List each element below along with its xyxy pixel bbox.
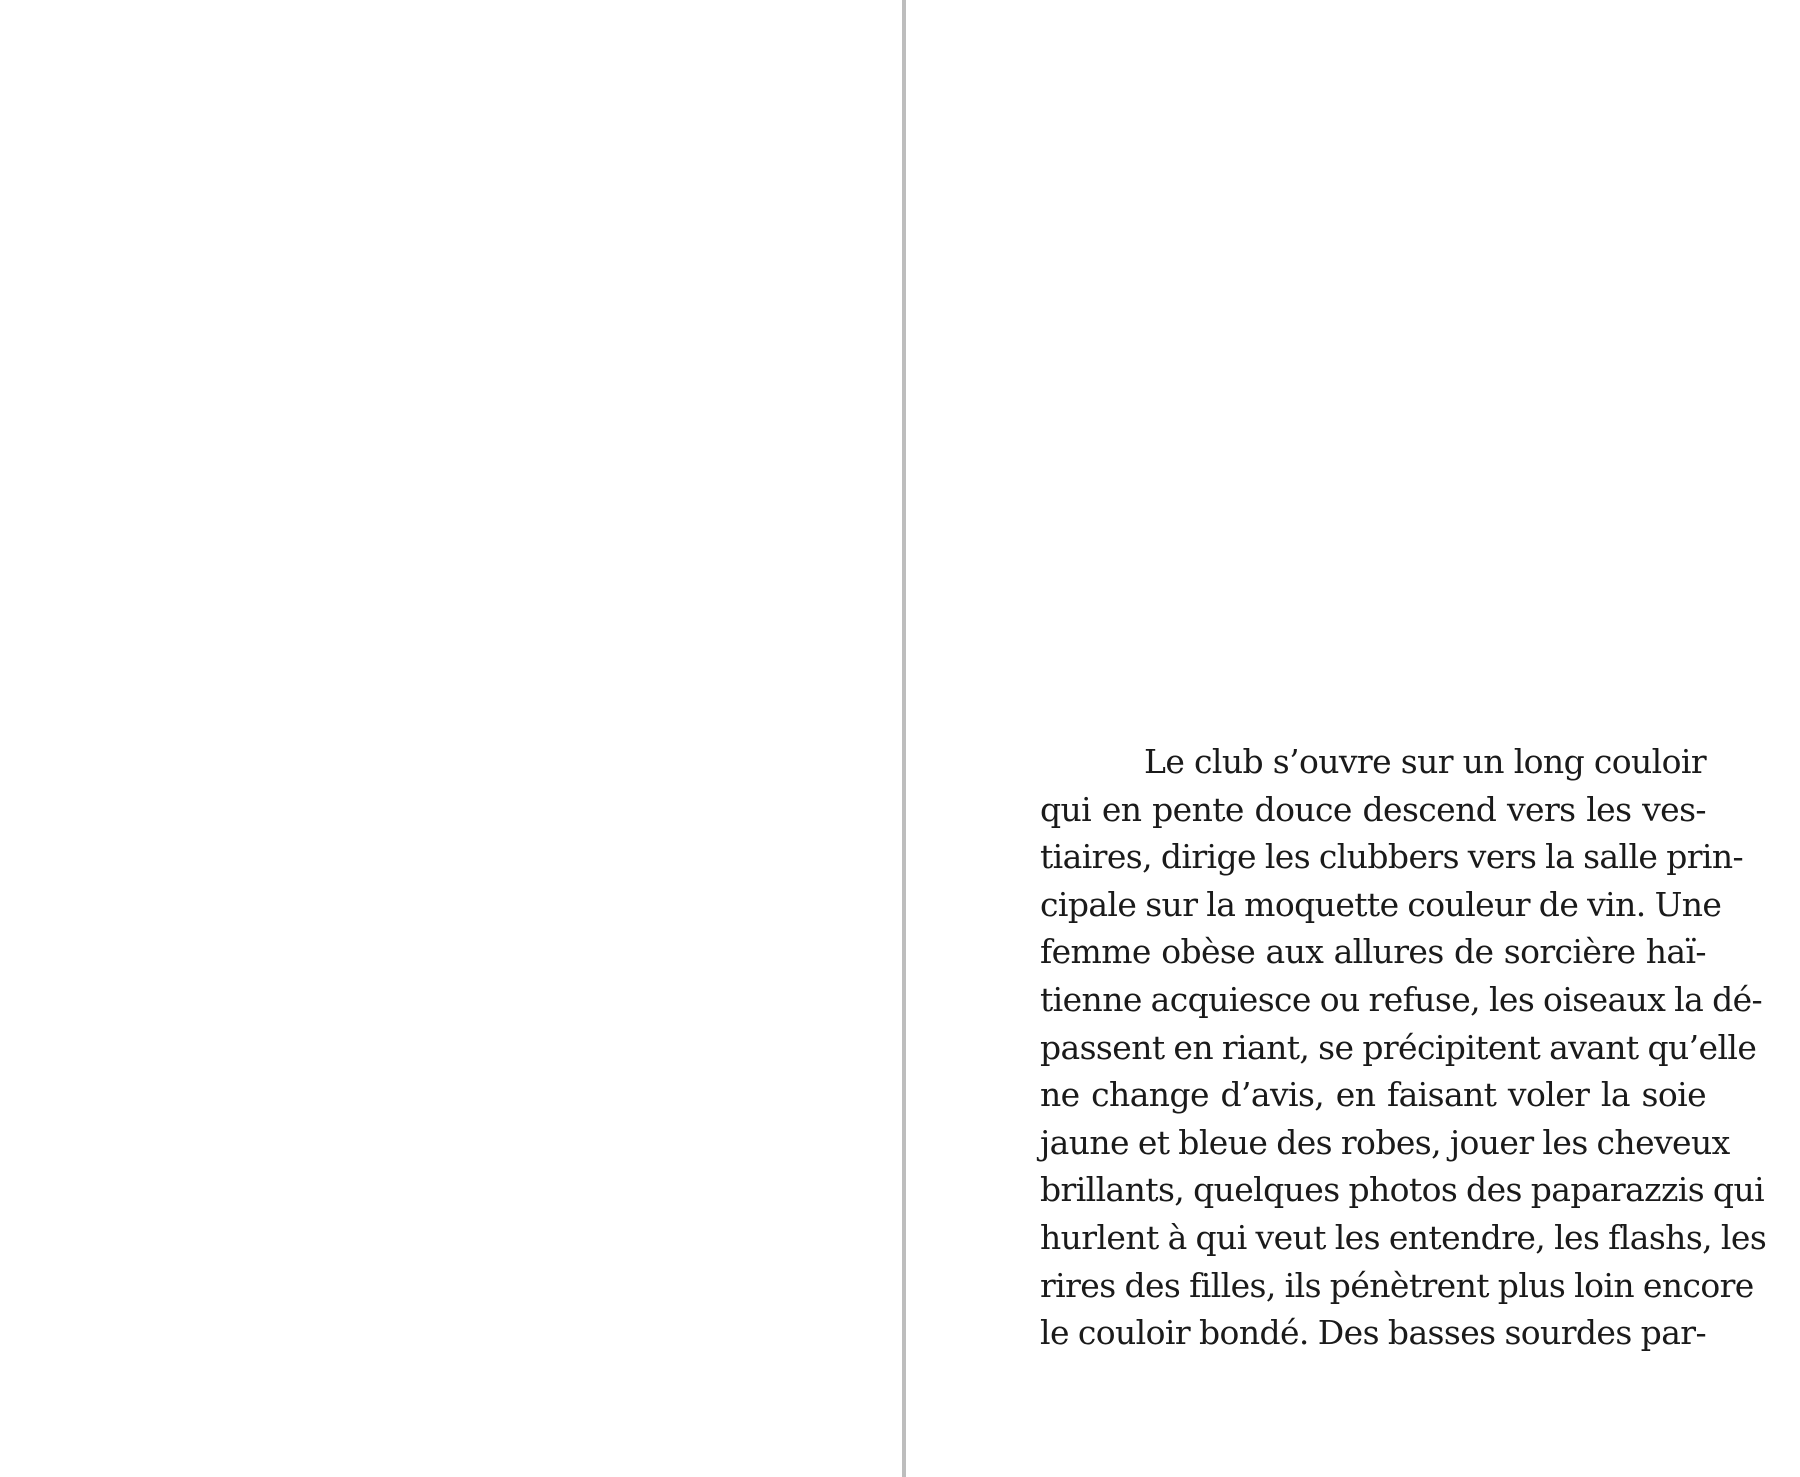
paragraph-line: passent en riant, se précipitent avant qu’elle — [1040, 1027, 1757, 1067]
right-page — [906, 0, 1800, 1477]
paragraph-line: Le club s’ouvre sur un long couloir — [1144, 742, 1706, 781]
paragraph-line: rires des filles, ils pénètrent plus loin encore — [1040, 1265, 1754, 1305]
paragraph-line: ne change d’avis, en faisant voler la soie — [1040, 1075, 1706, 1115]
paragraph-line: hurlent à qui veut les entendre, les flashs, les — [1040, 1217, 1767, 1257]
paragraph-line: tiaires, dirige les clubbers vers la salle prin- — [1040, 837, 1744, 877]
paragraph-line: tienne acquiesce ou refuse, les oiseaux la dé- — [1040, 979, 1763, 1019]
paragraph-line: cipale sur la moquette couleur de vin. Une — [1040, 884, 1722, 924]
paragraph-line: le couloir bondé. Des basses sourdes par- — [1040, 1313, 1706, 1353]
paragraph-line: jaune et bleue des robes, jouer les cheveux — [1040, 1122, 1730, 1162]
paragraph-line: qui en pente douce descend vers les ves- — [1040, 789, 1706, 829]
body-paragraph — [1040, 738, 1767, 1357]
paragraph-line: femme obèse aux allures de sorcière haï- — [1040, 932, 1706, 972]
paragraph-line: brillants, quelques photos des paparazzis qui — [1040, 1170, 1765, 1210]
